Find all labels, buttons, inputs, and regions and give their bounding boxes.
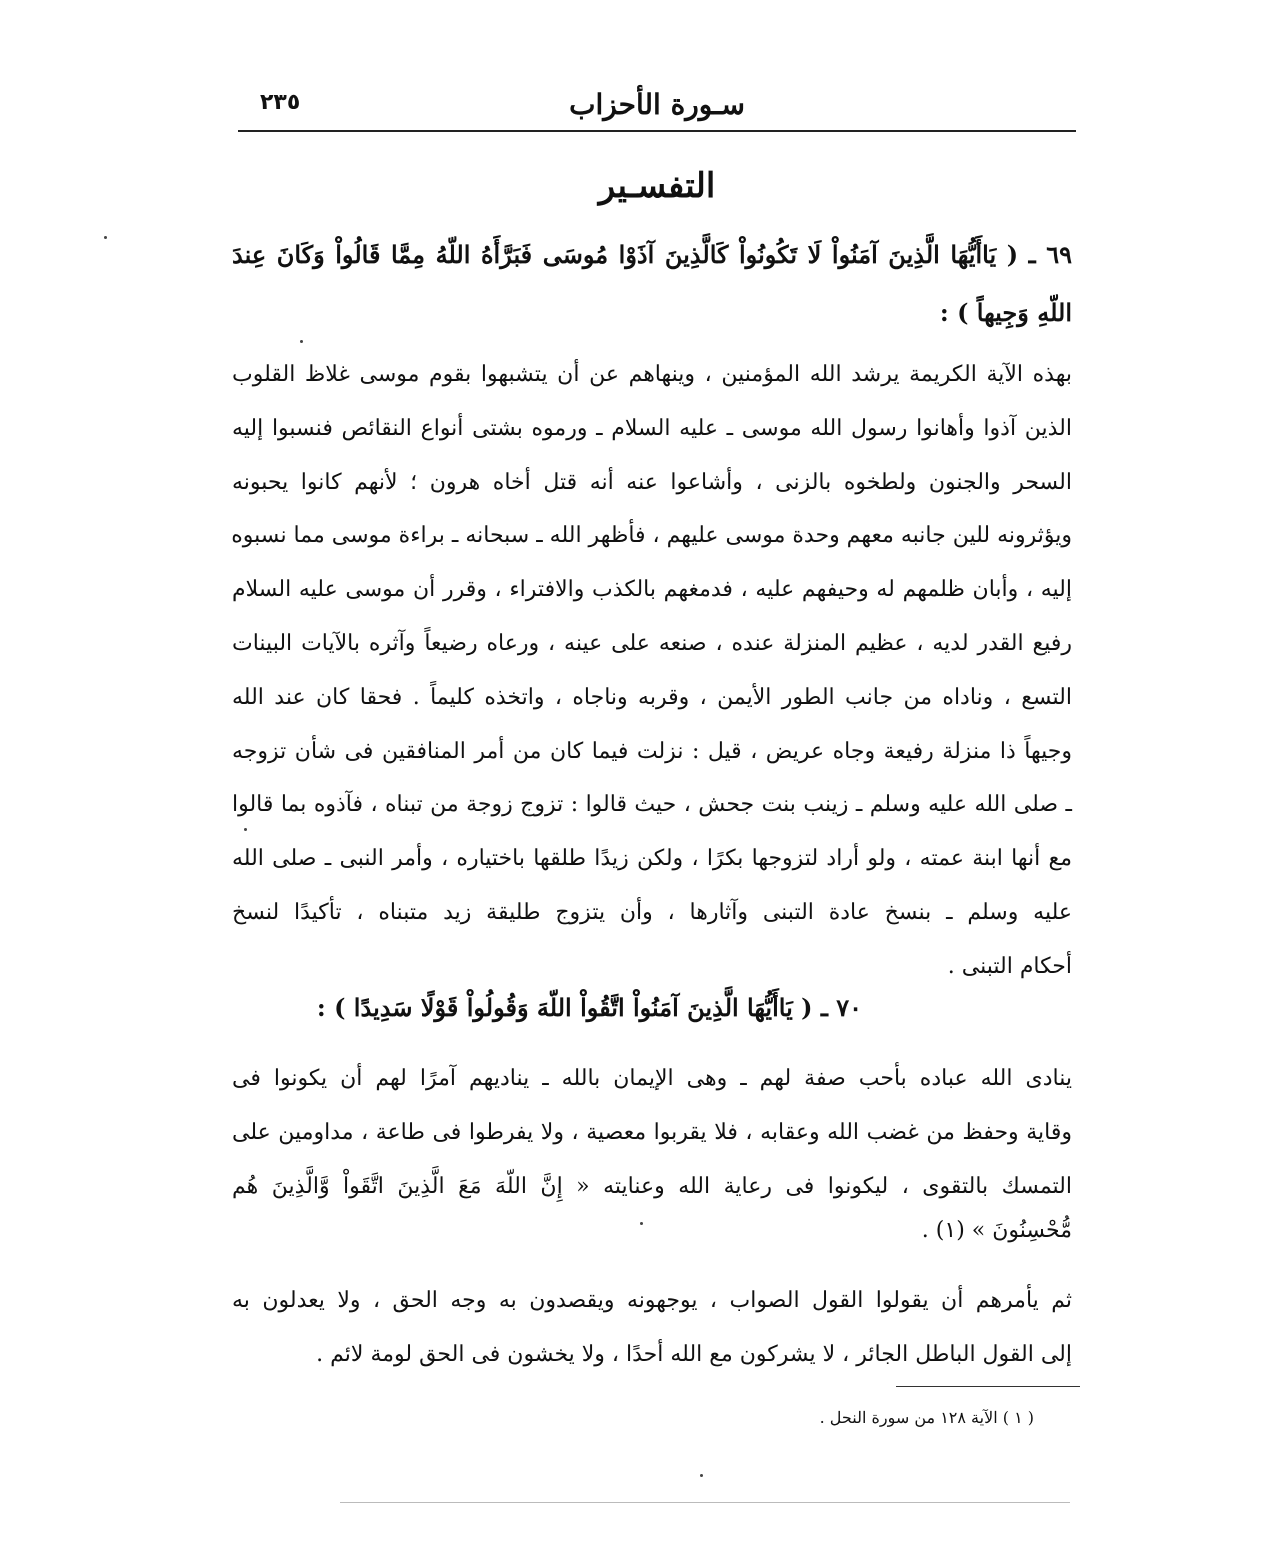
- paragraph-line: ينادى الله عباده بأحب صفة لهم ـ وهى الإيمان بالله ـ ينادیهم آمرًا لهم أن يكونوا فى: [232, 1066, 1072, 1091]
- paragraph-line: وجيهاً ذا منزلة رفيعة وجاه عريض ، قيل : نزلت فيما كان من أمر المنافقين فى شأن تزوجه: [232, 738, 1072, 764]
- page-number: ٢٣٥: [260, 90, 301, 115]
- verse-70-line: ٧٠ ـ ( يَاأَيُّهَا الَّذِينَ آمَنُواْ اتَّقُواْ اللّهَ وَقُولُواْ قَوْلًا سَدِيدًا ) :: [316, 993, 862, 1022]
- paragraph-line: مُّحْسِنُونَ » (١) .: [921, 1218, 1072, 1243]
- paragraph-line: ثم يأمرهم أن يقولوا القول الصواب ، يوجهونه ويقصدون به وجه الحق ، ولا يعدلون به: [232, 1288, 1072, 1313]
- paragraph-line: بهذه الآية الكريمة يرشد الله المؤمنين ، وينهاهم عن أن يتشبهوا بقوم موسى غلاظ القلوب: [232, 362, 1072, 387]
- header-rule: [238, 130, 1076, 132]
- paragraph-line: رفيع القدر لديه ، عظيم المنزلة عنده ، صنعه على عينه ، ورعاه رضيعاً وآثره بالآيات البينات: [232, 630, 1072, 656]
- footnote-rule: [896, 1386, 1080, 1387]
- commentary-paragraph-1: [232, 348, 1072, 994]
- section-title: التفسـير: [598, 166, 716, 206]
- verse-70: [232, 988, 1072, 1028]
- paragraph-line: مع أنها ابنة عمته ، ولو أراد لتزوجها بكرًا ، ولكن زيدًا طلقها باختياره ، وأمر النبى ـ صلى الله: [232, 846, 1072, 872]
- paragraph-line: السحر والجنون ولطخوه بالزنى ، وأشاعوا عنه أنه قتل أخاه هرون ؛ لأنهم كانوا يحبونه: [232, 469, 1072, 495]
- verse-69: [232, 226, 1072, 342]
- running-title: سـورة الأحزاب: [569, 88, 745, 121]
- paragraph-line: إليه ، وأبان ظلمهم له وحيفهم عليه ، فدمغهم بالكذب والافتراء ، وقرر أن موسى عليه السلام: [232, 577, 1072, 603]
- speck: [300, 340, 303, 343]
- paragraph-line: عليه وسلم ـ بنسخ عادة التبنى وآثارها ، وأن يتزوج طليقة زيد متبناه ، تأكيدًا لنسخ: [232, 899, 1072, 925]
- paragraph-line: التمسك بالتقوى ، ليكونوا فى رعاية الله وعنايته « إِنَّ اللّهَ مَعَ الَّذِينَ اتَّقَواْ وَّالَّذِينَ هُم: [232, 1174, 1072, 1199]
- paragraph-line: ـ صلى الله عليه وسلم ـ زينب بنت جحش ، حيث قالوا : تزوج زوجة من تبناه ، فآذوه بما قالوا: [232, 792, 1072, 818]
- commentary-paragraph-2: [232, 1052, 1072, 1248]
- verse-69-line: ٦٩ ـ ( يَاأَيُّهَا الَّذِينَ آمَنُواْ لَا تَكُونُواْ كَالَّذِينَ آذَوْا مُوسَى فَبَرَّأَهُ اللّهُ مِمَّا قَالُواْ وَكَانَ عِندَ: [232, 240, 1072, 269]
- paragraph-line: الذين آذوا وأهانوا رسول الله موسى ـ عليه السلام ـ ورموه بشتى أنواع النقائص فنسبوا إليه: [232, 415, 1072, 441]
- verse-69-line: اللّهِ وَجِيهاً ) :: [939, 298, 1072, 327]
- speck: [244, 828, 247, 831]
- commentary-paragraph-3: [232, 1274, 1072, 1382]
- footnote: ( ١ ) الآية ١٢٨ من سورة النحل .: [819, 1408, 1034, 1427]
- paragraph-line: ويؤثرونه للين جانبه معهم وحدة موسى عليهم ، فأظهر الله ـ سبحانه ـ براءة موسى مما نسبوه: [231, 523, 1072, 549]
- page-header: [238, 88, 1076, 128]
- paragraph-line: أحكام التبنى .: [947, 953, 1072, 979]
- bottom-divider: [340, 1502, 1070, 1503]
- paragraph-line: إلى القول الباطل الجائر ، لا يشركون مع الله أحدًا ، ولا يخشون فى الحق لومة لائم .: [316, 1342, 1072, 1367]
- speck: [640, 1222, 643, 1225]
- paragraph-line: وقاية وحفظ من غضب الله وعقابه ، فلا يقربوا معصية ، ولا يفرطوا فى طاعة ، مداومين على: [232, 1120, 1072, 1145]
- speck: [700, 1474, 703, 1477]
- paragraph-line: التسع ، وناداه من جانب الطور الأيمن ، وقربه وناجاه ، واتخذه كليماً . فحقا كان عند الله: [232, 684, 1072, 710]
- speck: [104, 236, 107, 239]
